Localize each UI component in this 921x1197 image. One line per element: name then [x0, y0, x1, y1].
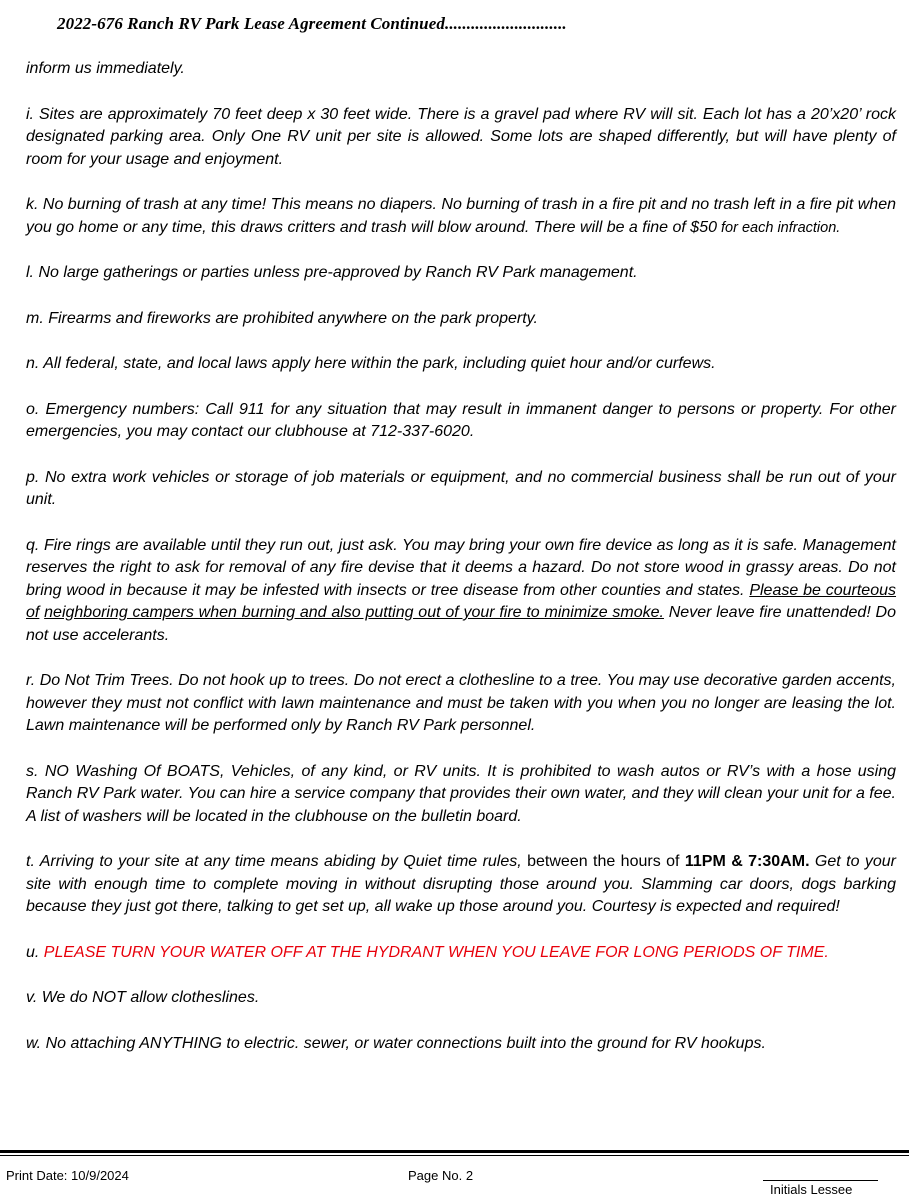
paragraph-t-quiet-time [26, 851, 896, 919]
paragraph-o-emergency: o. Emergency numbers: Call 911 for any situation that may result in immanent danger to persons or property. For other emergencies, you may contact our clubhouse at 712-337-6020. [26, 400, 896, 440]
paragraph-s-washing: s. NO Washing Of BOATS, Vehicles, of any kind, or RV units. It is prohibited to wash autos or RV’s with a hose using Ranch RV Park water. You can hire a service company that provides their own water, and they will clean your unit for a fee. A list of washers will be located in the clubhouse on the bulletin board. [26, 762, 896, 825]
paragraph-u-water-warning [26, 942, 896, 965]
paragraph-q-fire-rings [26, 535, 896, 648]
paragraph-r-trees: r. Do Not Trim Trees. Do not hook up to trees. Do not erect a clothesline to a tree. You may use decorative garden accents, however they must not conflict with lawn maintenance and must be taken with you when you no longer are leasing the lot. Lawn maintenance will be performed only by Ranch RV Park personnel. [26, 672, 896, 734]
paragraph-v-clotheslines: v. We do NOT allow clotheslines. [26, 989, 260, 1006]
paragraph-p-work-vehicles: p. No extra work vehicles or storage of job materials or equipment, and no commercial business shall be run out of your unit. [26, 468, 896, 508]
paragraph-i-site-dimensions: i. Sites are approximately 70 feet deep x 30 feet wide. There is a gravel pad where RV will sit. Each lot has a 20’x20’ rock designated parking area. Only One RV unit per site is allowed. Some lots are shaped differently, but will have plenty of room for your usage and enjoyment. [26, 105, 896, 168]
page-number: Page No. 2 [408, 1168, 474, 1183]
q-closing-text: Never leave fire unattended! Do not use accelerants. [26, 604, 897, 644]
q-underlined-neighbors: neighboring campers when burning and also putting out of your fire to minimize smoke. [44, 604, 664, 621]
paragraph-n-laws: n. All federal, state, and local laws apply here within the park, including quiet hour and/or curfews. [26, 355, 716, 372]
paragraph-intro: inform us immediately. [26, 60, 185, 77]
k-main-text: k. No burning of trash at any time! This means no diapers. No burning of trash in a fire pit and no trash left in a fire pit when you go home or any time, this draws critters and trash will blow around. There will be a fine of $50 [26, 196, 896, 236]
paragraph-k-trash-burning [26, 194, 896, 239]
t-hours-bold: 11PM & 7:30AM. [684, 853, 810, 870]
document-header-title: 2022-676 Ranch RV Park Lease Agreement Continued............................ [57, 14, 567, 33]
u-red-warning-text: PLEASE TURN YOUR WATER OFF AT THE HYDRANT WHEN YOU LEAVE FOR LONG PERIODS OF TIME. [43, 943, 829, 961]
print-date: Print Date: 10/9/2024 [6, 1168, 129, 1183]
footer-divider-thick [0, 1150, 909, 1153]
paragraph-w-connections: w. No attaching ANYTHING to electric. sewer, or water connections built into the ground for RV hookups. [26, 1034, 766, 1052]
initials-signature-line [763, 1180, 878, 1181]
footer-divider-thin [0, 1155, 909, 1156]
t-intro-text: t. Arriving to your site at any time means abiding by Quiet time rules, [26, 853, 528, 870]
t-closing-text: Get to your site with enough time to complete moving in without disrupting those around you. Slamming car doors, dogs barking because they just got there, talking to get set up, all wake up those around you. Courtesy is expected and required! [26, 853, 897, 915]
u-prefix: u. [26, 943, 44, 961]
t-hours-prefix: between the hours of [527, 853, 685, 870]
lease-rules-body [26, 58, 896, 1078]
q-main-text: q. Fire rings are available until they run out, just ask. You may bring your own fire device as long as it is safe. Management reserves the right to ask for removal of any fire devise that it deems a hazard. Do not store wood in grassy areas. Do not bring wood in because it may be infested with insects or tree disease from other counties and states. [26, 536, 896, 599]
initials-lessee-label: Initials Lessee [770, 1182, 853, 1197]
paragraph-m-firearms: m. Firearms and fireworks are prohibited anywhere on the park property. [26, 309, 538, 327]
paragraph-l-gatherings: l. No large gatherings or parties unless pre-approved by Ranch RV Park management. [26, 264, 638, 281]
q-underlined-courteous: Please be courteous of [26, 581, 897, 621]
k-tail-text: for each infraction. [717, 219, 841, 236]
